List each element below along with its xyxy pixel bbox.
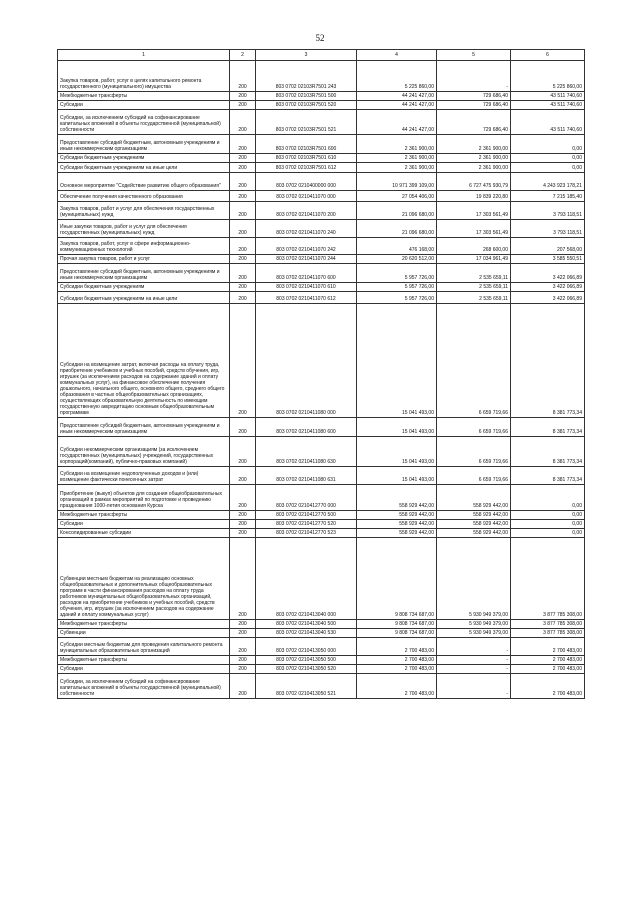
column-header: 1 <box>58 50 230 61</box>
row-approved-cell: 2 700 483,00 <box>357 674 437 699</box>
row-unexecuted-cell: 3 877 785 308,00 <box>511 620 585 629</box>
row-code-cell: 200 <box>230 656 256 665</box>
row-unexecuted-cell: 8 381 773,34 <box>511 467 585 485</box>
column-header: 5 <box>437 50 511 61</box>
row-code-cell: 200 <box>230 191 256 202</box>
row-kbk-cell: 803 0702 02103R7501 520 <box>256 101 357 110</box>
row-approved-cell: 20 620 512,00 <box>357 255 437 264</box>
row-kbk-cell: 803 0702 0210412770 520 <box>256 520 357 529</box>
row-name-cell: Субсидии на возмещение затрат, включая расходы на оплату труда, приобретение учебников и учебных пособий, средств обучения, игр, игрушек (за исключением расходов на содержание зданий и оплату коммунальных услуг), на финансовое обеспечение получения дошкольного, начального общего, основного общего, среднего общего образования в частных общеобразовательных организациях, осуществляющих образовательную деятельность по имеющим государственную аккредитацию основным общеобразовательным программам <box>58 304 230 418</box>
row-name-cell: Предоставление субсидий бюджетным, автономным учреждениям и иным некоммерческим организациям <box>58 264 230 283</box>
row-code-cell: 200 <box>230 264 256 283</box>
table-row <box>58 437 585 467</box>
table-row <box>58 264 585 283</box>
row-unexecuted-cell: 0,00 <box>511 511 585 520</box>
row-executed-cell: - <box>437 656 511 665</box>
row-unexecuted-cell: 8 381 773,34 <box>511 437 585 467</box>
row-executed-cell: 558 929 442,00 <box>437 520 511 529</box>
row-name-cell: Межбюджетные трансферты <box>58 656 230 665</box>
budget-execution-table <box>57 49 585 699</box>
table-row <box>58 283 585 292</box>
row-code-cell: 200 <box>230 665 256 674</box>
row-code-cell: 200 <box>230 154 256 163</box>
table-row <box>58 191 585 202</box>
row-approved-cell: 2 700 483,00 <box>357 656 437 665</box>
row-name-cell: Субсидии бюджетным учреждениям <box>58 283 230 292</box>
table-row <box>58 135 585 154</box>
row-kbk-cell: 803 0702 02103R7501 500 <box>256 92 357 101</box>
row-unexecuted-cell: 2 700 483,00 <box>511 665 585 674</box>
row-name-cell: Субвенции местным бюджетам на реализацию основных общеобразовательных и дополнительных общеобразовательных программ в части финансирования расходов на оплату труда работников муниципальных общеобразовательных организаций, расходов на приобретение учебников и учебных пособий, средств обучения, игр, игрушек (за исключением расходов на содержание зданий и оплату коммунальных услуг) <box>58 538 230 620</box>
row-code-cell: 200 <box>230 511 256 520</box>
row-kbk-cell: 803 0702 02103R7501 243 <box>256 61 357 92</box>
column-header: 6 <box>511 50 585 61</box>
row-kbk-cell: 803 0702 02103R7501 612 <box>256 163 357 173</box>
column-header: 4 <box>357 50 437 61</box>
row-code-cell: 200 <box>230 92 256 101</box>
row-kbk-cell: 803 0702 0210412770 000 <box>256 485 357 511</box>
table-row <box>58 529 585 538</box>
row-name-cell: Предоставление субсидий бюджетным, автономным учреждениям и иным некоммерческим организациям <box>58 135 230 154</box>
row-executed-cell: 2 535 659,11 <box>437 283 511 292</box>
row-executed-cell: 17 303 561,49 <box>437 202 511 220</box>
row-approved-cell: 2 361 900,00 <box>357 154 437 163</box>
row-name-cell: Консолидированные субсидии <box>58 529 230 538</box>
row-kbk-cell: 803 0702 0210413050 500 <box>256 656 357 665</box>
row-name-cell: Обеспечение получения качественного образования <box>58 191 230 202</box>
row-approved-cell: 9 808 734 687,00 <box>357 538 437 620</box>
row-unexecuted-cell: 43 511 740,60 <box>511 92 585 101</box>
row-approved-cell: 5 957 726,00 <box>357 283 437 292</box>
row-code-cell: 200 <box>230 485 256 511</box>
row-name-cell: Закупка товаров, работ, услуг в целях капитального ремонта государственного (муниципального) имущества <box>58 61 230 92</box>
row-kbk-cell: 803 0702 0210413040 530 <box>256 629 357 638</box>
table-row <box>58 101 585 110</box>
row-executed-cell: 17 034 961,49 <box>437 255 511 264</box>
table-row <box>58 629 585 638</box>
row-approved-cell: 15 041 493,00 <box>357 467 437 485</box>
row-executed-cell: 6 659 719,66 <box>437 467 511 485</box>
row-kbk-cell: 803 0702 0210411080 000 <box>256 304 357 418</box>
table-row <box>58 674 585 699</box>
row-approved-cell: 558 929 442,00 <box>357 520 437 529</box>
row-executed-cell: 17 303 561,49 <box>437 220 511 238</box>
row-kbk-cell: 803 0702 0210413050 520 <box>256 665 357 674</box>
row-code-cell: 200 <box>230 529 256 538</box>
row-code-cell: 200 <box>230 418 256 437</box>
row-kbk-cell: 803 0702 02103R7501 521 <box>256 110 357 135</box>
row-unexecuted-cell: 2 700 483,00 <box>511 674 585 699</box>
row-kbk-cell: 803 0702 0210411080 630 <box>256 437 357 467</box>
row-executed-cell: 729 686,40 <box>437 110 511 135</box>
table-row <box>58 520 585 529</box>
table-row <box>58 61 585 92</box>
row-name-cell: Субсидии на возмещение недополученных доходов и (или) возмещение фактически понесенных затрат <box>58 467 230 485</box>
row-unexecuted-cell: 0,00 <box>511 529 585 538</box>
table-row <box>58 638 585 656</box>
row-code-cell: 200 <box>230 238 256 255</box>
table-row <box>58 154 585 163</box>
row-approved-cell: 2 361 900,00 <box>357 135 437 154</box>
row-approved-cell: 558 929 442,00 <box>357 485 437 511</box>
row-approved-cell: 5 225 860,00 <box>357 61 437 92</box>
row-unexecuted-cell: 3 422 066,89 <box>511 283 585 292</box>
row-name-cell: Субсидии бюджетным учреждениям на иные цели <box>58 163 230 173</box>
table-row <box>58 511 585 520</box>
row-code-cell: 200 <box>230 135 256 154</box>
column-header: 2 <box>230 50 256 61</box>
row-name-cell: Субсидии бюджетным учреждениям на иные цели <box>58 292 230 304</box>
row-executed-cell: 2 361 900,00 <box>437 135 511 154</box>
row-executed-cell: - <box>437 638 511 656</box>
row-unexecuted-cell: 8 381 773,34 <box>511 418 585 437</box>
table-row <box>58 238 585 255</box>
row-executed-cell: 268 600,00 <box>437 238 511 255</box>
row-unexecuted-cell: 3 877 785 308,00 <box>511 629 585 638</box>
row-kbk-cell: 803 0702 0210411070 240 <box>256 220 357 238</box>
table-row <box>58 292 585 304</box>
row-code-cell: 200 <box>230 292 256 304</box>
row-unexecuted-cell: 3 585 550,51 <box>511 255 585 264</box>
table-row <box>58 220 585 238</box>
row-unexecuted-cell: 3 793 118,51 <box>511 202 585 220</box>
row-kbk-cell: 803 0702 02103R7501 600 <box>256 135 357 154</box>
row-unexecuted-cell: 0,00 <box>511 154 585 163</box>
row-approved-cell: 15 041 493,00 <box>357 437 437 467</box>
table-row <box>58 620 585 629</box>
row-unexecuted-cell: 0,00 <box>511 485 585 511</box>
row-approved-cell: 2 700 483,00 <box>357 665 437 674</box>
row-unexecuted-cell: 207 568,00 <box>511 238 585 255</box>
row-name-cell: Субсидии бюджетным учреждениям <box>58 154 230 163</box>
row-name-cell: Межбюджетные трансферты <box>58 511 230 520</box>
row-code-cell: 200 <box>230 283 256 292</box>
table-row <box>58 110 585 135</box>
row-approved-cell: 476 168,00 <box>357 238 437 255</box>
row-name-cell: Субсидии, за исключением субсидий на софинансирование капитальных вложений в объекты государственной (муниципальной) собственности <box>58 674 230 699</box>
row-unexecuted-cell: 43 511 740,60 <box>511 101 585 110</box>
row-executed-cell: - <box>437 674 511 699</box>
table-header-row <box>58 50 585 61</box>
row-approved-cell: 21 096 680,00 <box>357 220 437 238</box>
row-approved-cell: 44 241 427,00 <box>357 101 437 110</box>
row-approved-cell: 2 700 483,00 <box>357 638 437 656</box>
row-executed-cell: 5 930 949 379,00 <box>437 629 511 638</box>
row-kbk-cell: 803 0702 0210411070 000 <box>256 191 357 202</box>
row-code-cell: 200 <box>230 163 256 173</box>
table-row <box>58 656 585 665</box>
row-code-cell: 200 <box>230 620 256 629</box>
row-kbk-cell: 803 0702 0210411080 631 <box>256 467 357 485</box>
row-name-cell: Иные закупки товаров, работ и услуг для обеспечения государственных (муниципальных) нужд <box>58 220 230 238</box>
row-approved-cell: 5 957 726,00 <box>357 264 437 283</box>
row-unexecuted-cell: 7 215 185,40 <box>511 191 585 202</box>
row-code-cell: 200 <box>230 467 256 485</box>
row-code-cell: 200 <box>230 638 256 656</box>
row-code-cell: 200 <box>230 304 256 418</box>
row-kbk-cell: 803 0702 0210411070 200 <box>256 202 357 220</box>
row-kbk-cell: 803 0702 0210413040 500 <box>256 620 357 629</box>
row-executed-cell: 2 361 900,00 <box>437 154 511 163</box>
row-kbk-cell: 803 0702 0210413050 000 <box>256 638 357 656</box>
row-name-cell: Субсидии некоммерческим организациям (за исключением государственных (муниципальных) учреждений, государственных корпораций(компаний), публично-правовых компаний) <box>58 437 230 467</box>
row-executed-cell: 6 659 719,66 <box>437 418 511 437</box>
row-executed-cell: 558 929 442,00 <box>437 529 511 538</box>
row-kbk-cell: 803 0702 0210400000 000 <box>256 173 357 191</box>
row-approved-cell: 2 361 900,00 <box>357 163 437 173</box>
page-number: 52 <box>315 33 325 43</box>
row-executed-cell: 19 839 220,80 <box>437 191 511 202</box>
row-executed-cell: 729 686,40 <box>437 101 511 110</box>
row-name-cell: Межбюджетные трансферты <box>58 92 230 101</box>
row-name-cell: Субсидии <box>58 101 230 110</box>
row-code-cell: 200 <box>230 173 256 191</box>
row-unexecuted-cell: 2 700 483,00 <box>511 656 585 665</box>
row-code-cell: 200 <box>230 437 256 467</box>
row-approved-cell: 9 808 734 687,00 <box>357 629 437 638</box>
row-executed-cell: 5 930 949 379,00 <box>437 538 511 620</box>
row-executed-cell: 2 535 659,11 <box>437 264 511 283</box>
row-approved-cell: 558 929 442,00 <box>357 511 437 520</box>
row-unexecuted-cell: 4 243 923 178,21 <box>511 173 585 191</box>
row-kbk-cell: 803 0702 0210413050 521 <box>256 674 357 699</box>
table-row <box>58 304 585 418</box>
table-row <box>58 202 585 220</box>
row-executed-cell: - <box>437 665 511 674</box>
row-name-cell: Прочая закупка товаров, работ и услуг <box>58 255 230 264</box>
table-row <box>58 163 585 173</box>
row-approved-cell: 44 241 427,00 <box>357 110 437 135</box>
row-approved-cell: 44 241 427,00 <box>357 92 437 101</box>
row-executed-cell: 5 930 949 379,00 <box>437 620 511 629</box>
column-header: 3 <box>256 50 357 61</box>
table-row <box>58 173 585 191</box>
row-approved-cell: 27 054 406,00 <box>357 191 437 202</box>
row-kbk-cell: 803 0702 0210411070 244 <box>256 255 357 264</box>
row-code-cell: 200 <box>230 61 256 92</box>
row-unexecuted-cell: 3 793 118,51 <box>511 220 585 238</box>
row-code-cell: 200 <box>230 202 256 220</box>
row-code-cell: 200 <box>230 520 256 529</box>
row-kbk-cell: 803 0702 0210412770 500 <box>256 511 357 520</box>
row-unexecuted-cell: 5 225 860,00 <box>511 61 585 92</box>
row-code-cell: 200 <box>230 101 256 110</box>
row-approved-cell: 10 971 399 109,00 <box>357 173 437 191</box>
row-approved-cell: 15 041 493,00 <box>357 304 437 418</box>
row-code-cell: 200 <box>230 538 256 620</box>
row-kbk-cell: 803 0702 02103R7501 610 <box>256 154 357 163</box>
row-kbk-cell: 803 0702 0210413040 000 <box>256 538 357 620</box>
row-name-cell: Основное мероприятие "Содействие развитию общего образования" <box>58 173 230 191</box>
row-kbk-cell: 803 0702 0210411080 600 <box>256 418 357 437</box>
row-unexecuted-cell: 43 511 740,60 <box>511 110 585 135</box>
row-name-cell: Приобретение (выкуп) объектов для создания общеобразовательных организаций в рамках мероприятий по подготовке и проведению празднования 1000-летия основания Курска <box>58 485 230 511</box>
row-name-cell: Субсидии, за исключением субсидий на софинансирование капитальных вложений в объекты государственной (муниципальной) собственности <box>58 110 230 135</box>
table-row <box>58 665 585 674</box>
row-approved-cell: 9 808 734 687,00 <box>357 620 437 629</box>
row-unexecuted-cell: 2 700 483,00 <box>511 638 585 656</box>
row-kbk-cell: 803 0702 0210411070 612 <box>256 292 357 304</box>
row-executed-cell: - <box>437 61 511 92</box>
table-row <box>58 538 585 620</box>
row-approved-cell: 558 929 442,00 <box>357 529 437 538</box>
row-code-cell: 200 <box>230 674 256 699</box>
table-row <box>58 255 585 264</box>
table-row <box>58 485 585 511</box>
row-unexecuted-cell: 3 422 066,89 <box>511 264 585 283</box>
row-name-cell: Предоставление субсидий бюджетным, автономным учреждениям и иным некоммерческим организациям <box>58 418 230 437</box>
row-executed-cell: 558 929 442,00 <box>437 485 511 511</box>
row-unexecuted-cell: 8 381 773,34 <box>511 304 585 418</box>
row-executed-cell: 2 535 659,11 <box>437 292 511 304</box>
row-name-cell: Закупка товаров, работ, услуг в сфере информационно-коммуникационных технологий <box>58 238 230 255</box>
row-approved-cell: 15 041 493,00 <box>357 418 437 437</box>
row-code-cell: 200 <box>230 255 256 264</box>
row-kbk-cell: 803 0702 0210411070 610 <box>256 283 357 292</box>
row-name-cell: Межбюджетные трансферты <box>58 620 230 629</box>
row-unexecuted-cell: 0,00 <box>511 135 585 154</box>
row-unexecuted-cell: 0,00 <box>511 163 585 173</box>
row-unexecuted-cell: 3 422 066,89 <box>511 292 585 304</box>
row-code-cell: 200 <box>230 220 256 238</box>
row-name-cell: Субвенции <box>58 629 230 638</box>
row-approved-cell: 5 957 726,00 <box>357 292 437 304</box>
row-unexecuted-cell: 0,00 <box>511 520 585 529</box>
row-executed-cell: 6 659 719,66 <box>437 437 511 467</box>
row-approved-cell: 21 096 680,00 <box>357 202 437 220</box>
row-kbk-cell: 803 0702 0210412770 523 <box>256 529 357 538</box>
row-name-cell: Субсидии <box>58 520 230 529</box>
row-code-cell: 200 <box>230 110 256 135</box>
table-row <box>58 418 585 437</box>
row-name-cell: Субсидии <box>58 665 230 674</box>
row-executed-cell: 2 361 900,00 <box>437 163 511 173</box>
table-row <box>58 92 585 101</box>
row-kbk-cell: 803 0702 0210411070 600 <box>256 264 357 283</box>
row-name-cell: Субсидии местным бюджетам для проведения капитального ремонта муниципальных образовательных организаций <box>58 638 230 656</box>
row-executed-cell: 6 659 719,66 <box>437 304 511 418</box>
row-executed-cell: 558 929 442,00 <box>437 511 511 520</box>
row-code-cell: 200 <box>230 629 256 638</box>
row-unexecuted-cell: 3 877 785 308,00 <box>511 538 585 620</box>
row-kbk-cell: 803 0702 0210411070 242 <box>256 238 357 255</box>
row-name-cell: Закупка товаров, работ и услуг для обеспечения государственных (муниципальных) нужд <box>58 202 230 220</box>
row-executed-cell: 729 686,40 <box>437 92 511 101</box>
row-executed-cell: 6 727 475 930,79 <box>437 173 511 191</box>
table-row <box>58 467 585 485</box>
